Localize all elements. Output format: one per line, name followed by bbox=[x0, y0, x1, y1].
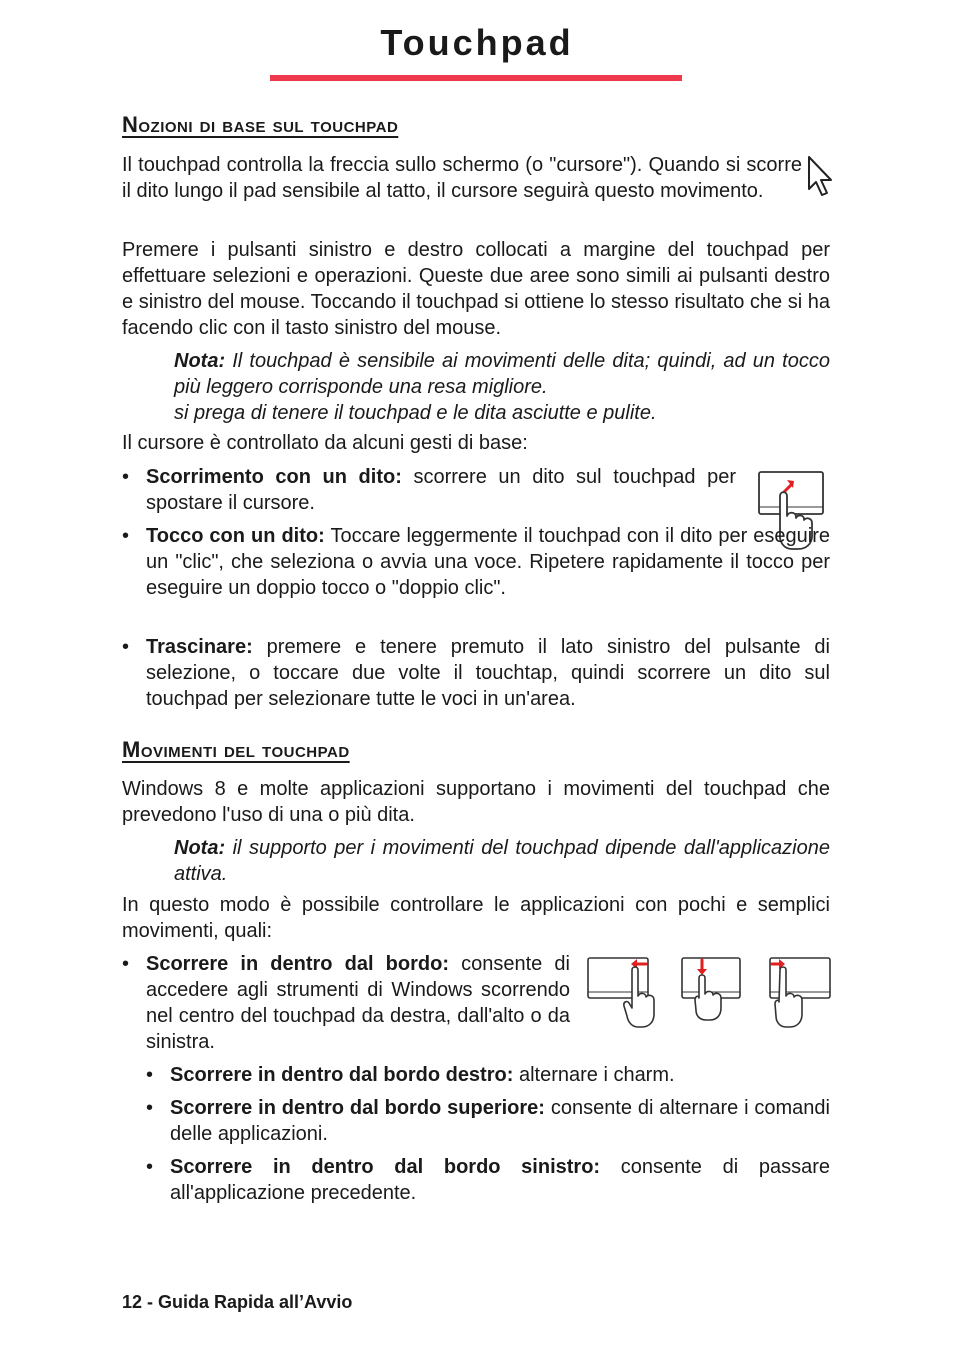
paragraph-windows8: Windows 8 e molte applicazioni supportano i movimenti del touchpad che prevedono l'uso di una o più dita. bbox=[122, 778, 830, 826]
list-item-label: Scorrimento con un dito: bbox=[146, 466, 402, 488]
list-item-label: Scorrere in dentro dal bordo: bbox=[146, 953, 449, 975]
note-line2: si prega di tenere il touchpad e le dita asciutte e pulite. bbox=[174, 402, 657, 424]
list-item-label: Trascinare: bbox=[146, 636, 253, 658]
note-app-support bbox=[174, 835, 830, 887]
list-item-text: consente di accedere agli strumenti di Windows scorrendo nel centro del touchpad da destra, dall'alto o da sinistra. bbox=[146, 953, 570, 1053]
list-item-text: consente di passare all'applicazione precedente. bbox=[170, 1156, 830, 1204]
list-item-edge-swipe bbox=[146, 951, 570, 1055]
list-item-text: scorrere un dito sul touchpad per spostare il cursore. bbox=[146, 466, 737, 514]
sub-list-item-right-edge bbox=[170, 1062, 830, 1088]
title-underline bbox=[270, 75, 682, 81]
list-item-text: alternare i charm. bbox=[513, 1064, 675, 1086]
list-item-label: Tocco con un dito: bbox=[146, 525, 325, 547]
bullet-marker: • bbox=[146, 1064, 154, 1086]
swipe-right-edge-icon bbox=[586, 956, 662, 1030]
note-text: Il touchpad è sensibile ai movimenti delle dita; quindi, ad un tocco più leggero corrisponde una resa migliore. bbox=[174, 350, 830, 398]
bullet-marker: • bbox=[122, 466, 130, 488]
section-heading-basics: Nozioni di base sul touchpad bbox=[122, 112, 399, 137]
list-item-text: Toccare leggermente il touchpad con il dito per eseguire un "clic", che seleziona o avvia una voce. Ripetere rapidamente il tocco per eseguire un doppio tocco o "doppio clic". bbox=[146, 525, 830, 599]
swipe-left-edge-icon bbox=[768, 956, 832, 1030]
list-item-label: Scorrere in dentro dal bordo destro: bbox=[170, 1064, 514, 1086]
swipe-top-edge-icon bbox=[680, 956, 744, 1022]
list-item-text: premere e tenere premuto il lato sinistro del pulsante di selezione, o toccare due volte il touchtap, quindi scorrere un dito sul touchpad per selezionare tutte le voci in un'area. bbox=[146, 636, 830, 710]
note-label: Nota: bbox=[174, 837, 226, 859]
list-item-drag bbox=[146, 634, 830, 712]
list-item-text: consente di alternare i comandi delle applicazioni. bbox=[170, 1097, 830, 1145]
paragraph-gestures-intro: Il cursore è controllato da alcuni gesti di base: bbox=[122, 432, 528, 454]
paragraph-simple-movements: In questo modo è possibile controllare le applicazioni con pochi e semplici movimenti, quali: bbox=[122, 894, 830, 942]
sub-list-item-left-edge bbox=[170, 1154, 830, 1206]
page-footer: 12 - Guida Rapida all’Avvio bbox=[122, 1292, 353, 1312]
sub-list-item-top-edge bbox=[170, 1095, 830, 1147]
note-label: Nota: bbox=[174, 350, 226, 372]
page-title: Touchpad bbox=[380, 22, 574, 63]
paragraph-buttons: Premere i pulsanti sinistro e destro collocati a margine del touchpad per effettuare selezioni e operazioni. Queste due aree sono simili ai pulsanti destro e sinistro del mouse. Toccando il touchpad si ottiene lo stesso risultato che si ha facendo clic con il tasto sinistro del mouse. bbox=[122, 239, 830, 339]
bullet-marker: • bbox=[146, 1156, 154, 1178]
note-sensitivity bbox=[174, 348, 830, 426]
bullet-marker: • bbox=[146, 1097, 154, 1119]
list-item-one-finger-scroll bbox=[146, 464, 736, 516]
list-item-label: Scorrere in dentro dal bordo superiore: bbox=[170, 1097, 545, 1119]
list-item-one-finger-tap bbox=[146, 523, 830, 601]
bullet-marker: • bbox=[122, 953, 130, 975]
list-item-label: Scorrere in dentro dal bordo sinistro: bbox=[170, 1156, 601, 1178]
paragraph-cursor-intro: Il touchpad controlla la freccia sullo schermo (o "cursore"). Quando si scorre il dito lungo il pad sensibile al tatto, il cursore seguirà questo movimento. bbox=[122, 154, 802, 202]
bullet-marker: • bbox=[122, 525, 130, 547]
bullet-marker: • bbox=[122, 636, 130, 658]
section-heading-gestures: Movimenti del touchpad bbox=[122, 737, 350, 762]
note-text: il supporto per i movimenti del touchpad dipende dall'applicazione attiva. bbox=[174, 837, 830, 885]
cursor-arrow-icon bbox=[806, 155, 834, 199]
